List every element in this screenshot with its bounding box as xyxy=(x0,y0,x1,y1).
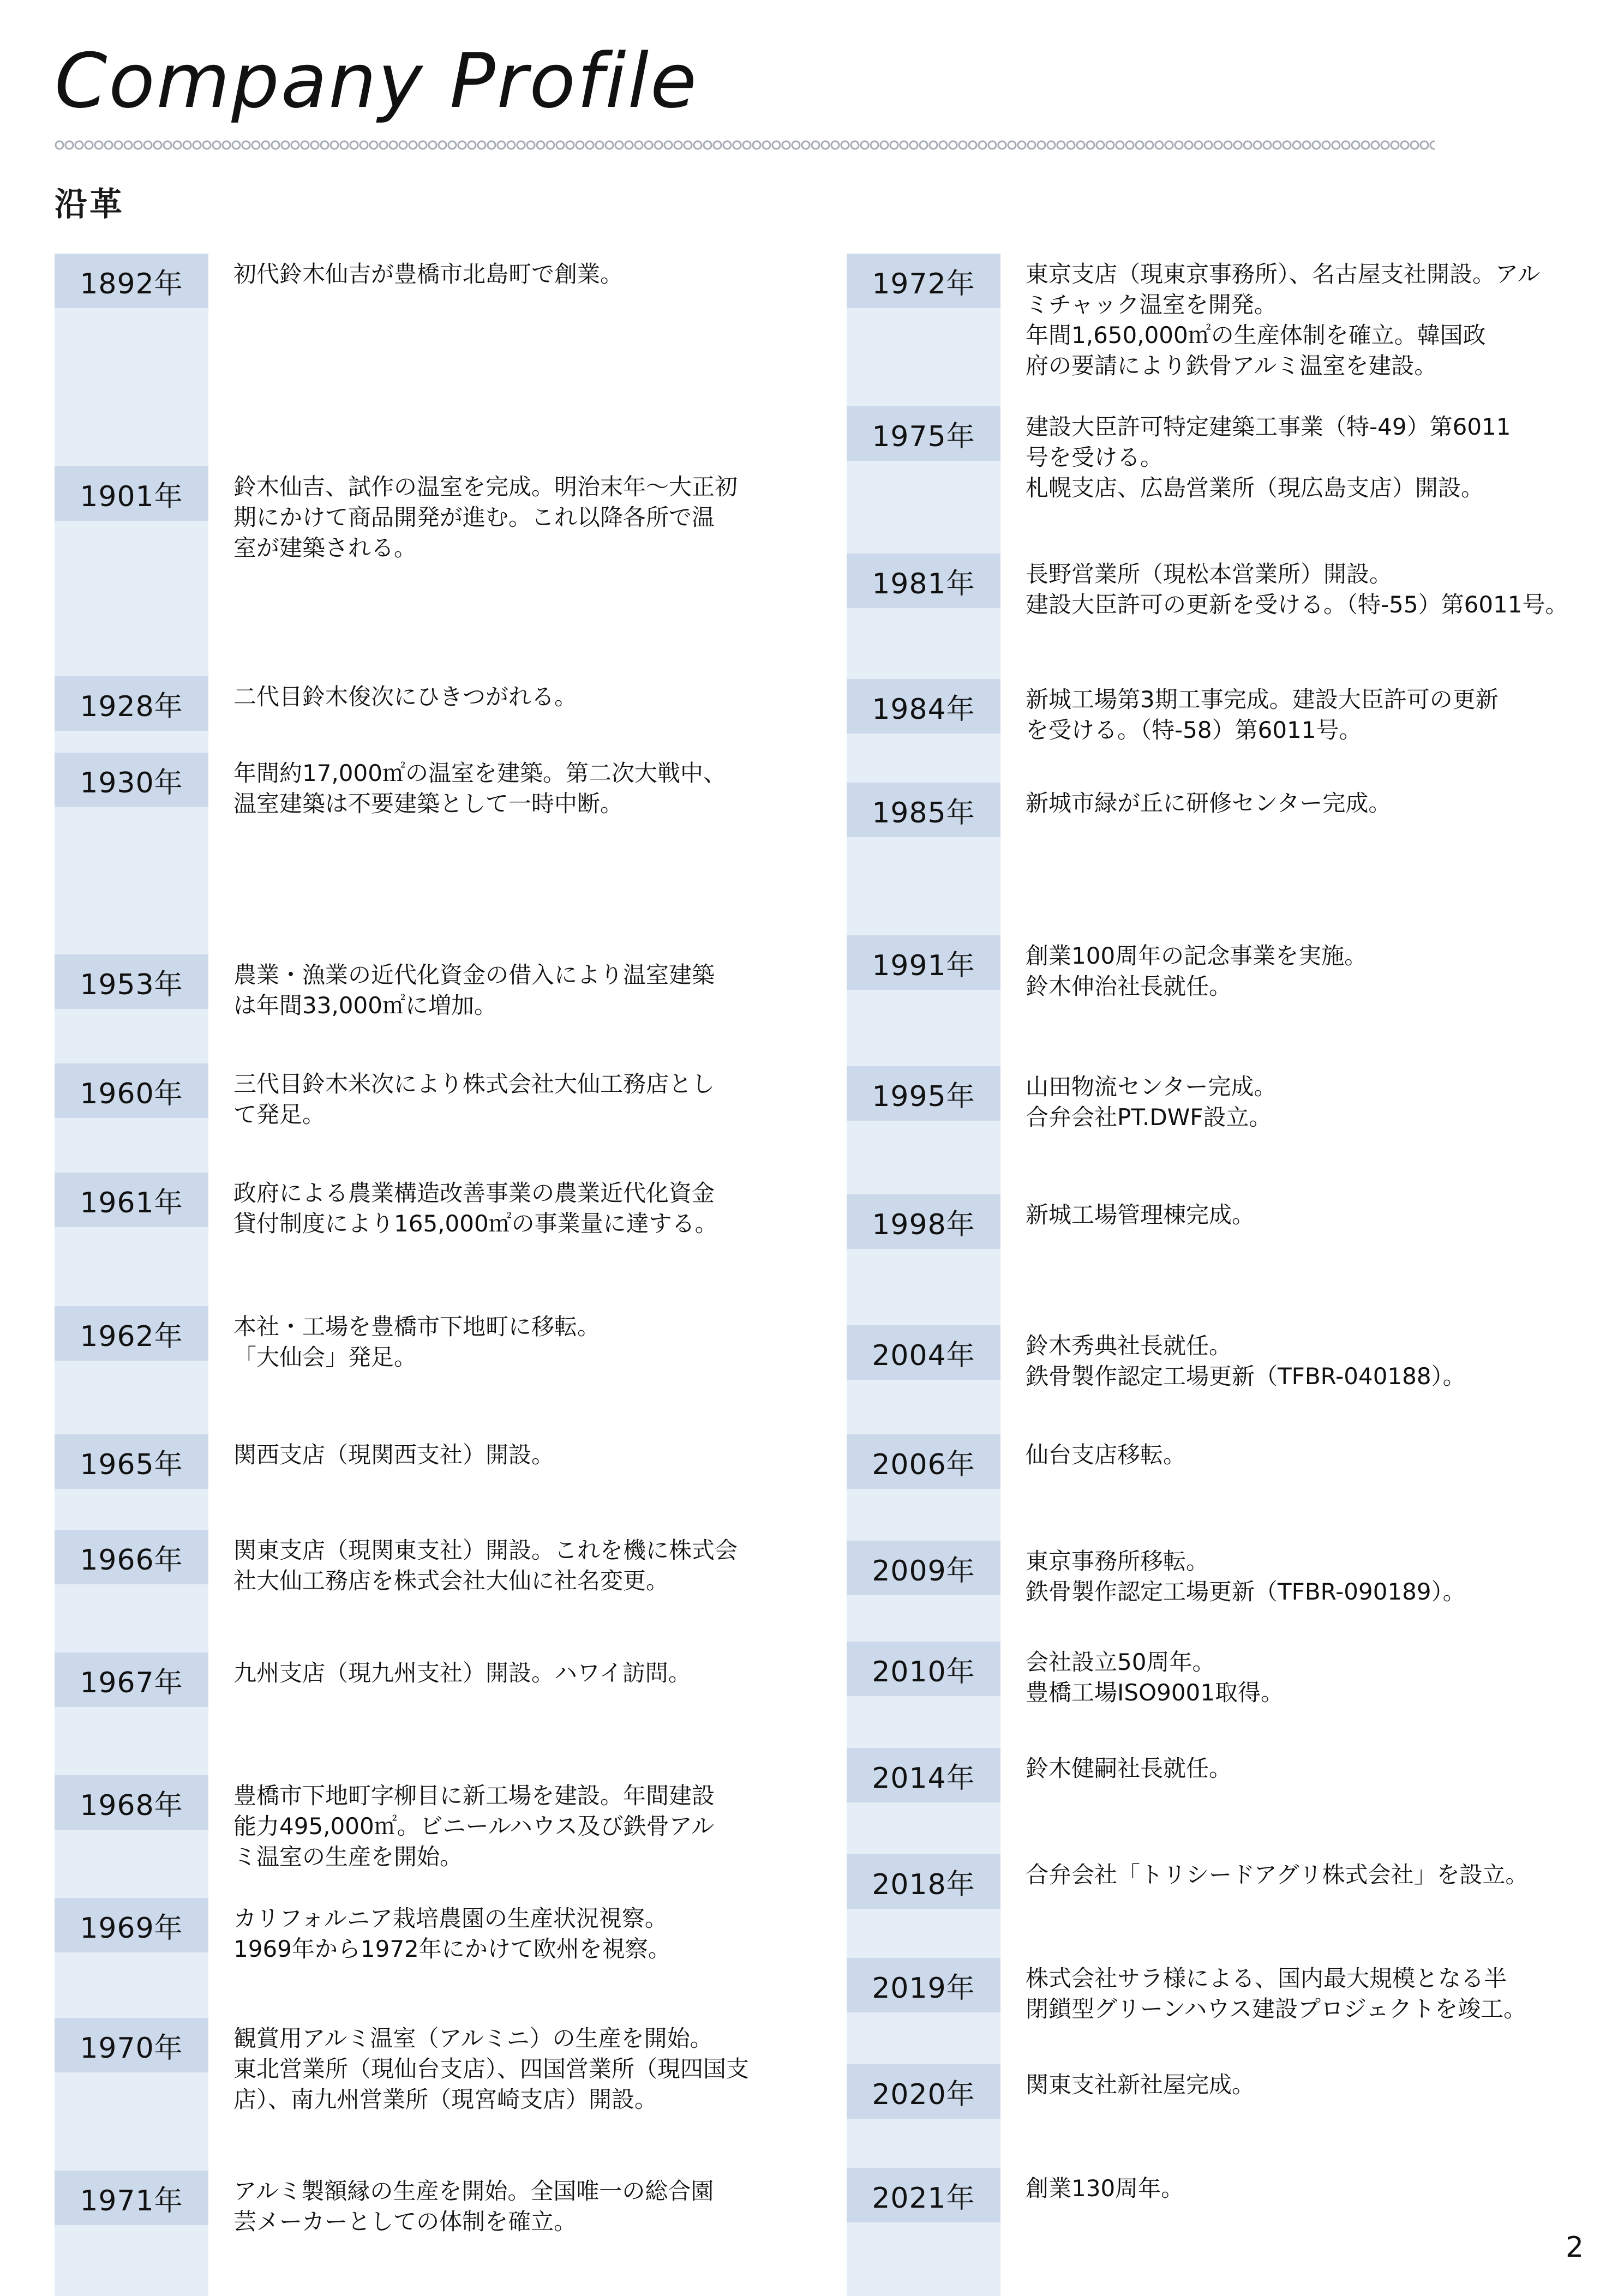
history-entry: 東京事務所移転。 鉄骨製作認定工場更新（TFBR-090189）。 xyxy=(1026,1548,1466,1605)
history-entry: カリフォルニア栽培農園の生産状況視察。 1969年から1972年にかけて欧州を視察。 xyxy=(233,1905,671,1962)
history-year: 1967年 xyxy=(55,1652,208,1707)
history-entry: 年間約17,000㎡の温室を建築。第二次大戦中、 温室建築は不要建築として一時中断。 xyxy=(233,760,726,817)
history-year: 1901年 xyxy=(55,466,208,521)
history-year: 1984年 xyxy=(847,679,1000,734)
history-year: 1968年 xyxy=(55,1775,208,1830)
history-entry: 観賞用アルミ温室（アルミニ）の生産を開始。 東北営業所（現仙台支店）、四国営業所（現四国支 店）、南九州営業所（現宮崎支店）開設。 xyxy=(233,2025,750,2113)
history-entry: アルミ製額縁の生産を開始。全国唯一の総合園 芸メーカーとしての体制を確立。 xyxy=(233,2178,714,2235)
history-year: 1970年 xyxy=(55,2018,208,2072)
history-year: 2018年 xyxy=(847,1854,1000,1909)
history-entry: 創業130周年。 xyxy=(1026,2175,1184,2202)
history-entry: 山田物流センター完成。 合弁会社PT.DWF設立。 xyxy=(1026,1073,1277,1131)
history-entry: 政府による農業構造改善事業の農業近代化資金 貸付制度により165,000㎡の事業量に達する。 xyxy=(233,1180,718,1237)
history-year: 1971年 xyxy=(55,2171,208,2225)
history-year: 1981年 xyxy=(847,554,1000,608)
decorative-divider xyxy=(55,137,1435,153)
history-entry: 豊橋市下地町字柳目に新工場を建設。年間建設 能力495,000㎡。ビニールハウス及び鉄骨アル ミ温室の生産を開始。 xyxy=(233,1782,715,1870)
history-entry: 鈴木秀典社長就任。 鉄骨製作認定工場更新（TFBR-040188）。 xyxy=(1026,1332,1466,1390)
history-year: 1962年 xyxy=(55,1306,208,1361)
history-year: 1961年 xyxy=(55,1173,208,1227)
history-year: 1975年 xyxy=(847,406,1000,461)
history-entry: 新城工場管理棟完成。 xyxy=(1026,1201,1255,1228)
history-entry: 会社設立50周年。 豊橋工場ISO9001取得。 xyxy=(1026,1649,1284,1706)
history-entry: 新城工場第3期工事完成。建設大臣許可の更新 を受ける。（特-58）第6011号。 xyxy=(1026,686,1499,743)
history-entry: 新城市緑が丘に研修センター完成。 xyxy=(1026,790,1392,816)
history-entry: 関西支店（現関西支社）開設。 xyxy=(233,1441,555,1468)
history-year: 2006年 xyxy=(847,1434,1000,1489)
section-heading: 沿革 xyxy=(55,185,124,224)
timeline-band-left xyxy=(55,254,208,2296)
history-year: 1969年 xyxy=(55,1898,208,1952)
history-year: 1928年 xyxy=(55,676,208,731)
history-year: 2010年 xyxy=(847,1642,1000,1696)
page-number: 2 xyxy=(1566,2231,1584,2264)
history-entry: 関東支店（現関東支社）開設。これを機に株式会 社大仙工務店を株式会社大仙に社名変更。 xyxy=(233,1537,738,1594)
history-year: 2021年 xyxy=(847,2168,1000,2222)
history-year: 2004年 xyxy=(847,1325,1000,1380)
history-entry: 長野営業所（現松本営業所）開設。 建設大臣許可の更新を受ける。（特-55）第6011号。 xyxy=(1026,561,1568,618)
history-entry: 合弁会社「トリシードアグリ株式会社」を設立。 xyxy=(1026,1861,1529,1888)
history-year: 1966年 xyxy=(55,1530,208,1584)
history-year: 1960年 xyxy=(55,1063,208,1118)
history-entry: 鈴木仙吉、試作の温室を完成。明治末年〜大正初 期にかけて商品開発が進む。これ以降各所で温 室が建築される。 xyxy=(233,473,738,561)
history-year: 1995年 xyxy=(847,1066,1000,1121)
history-year: 1972年 xyxy=(847,254,1000,308)
history-year: 1930年 xyxy=(55,753,208,807)
history-entry: 東京支店（現東京事務所）、名古屋支社開設。アル ミチャック温室を開発。 年間1,650,000㎡の生産体制を確立。韓国政 府の要請により鉄骨アルミ温室を建設。 xyxy=(1026,261,1541,379)
history-entry: 三代目鈴木米次により株式会社大仙工務店とし て発足。 xyxy=(233,1071,715,1128)
history-year: 1953年 xyxy=(55,954,208,1009)
history-entry: 九州支店（現九州支社）開設。ハワイ訪問。 xyxy=(233,1660,691,1686)
page-title: Company Profile xyxy=(55,37,698,125)
history-year: 1998年 xyxy=(847,1194,1000,1249)
history-entry: 本社・工場を豊橋市下地町に移転。 「大仙会」発足。 xyxy=(233,1313,601,1371)
history-entry: 仙台支店移転。 xyxy=(1026,1441,1186,1468)
history-year: 2014年 xyxy=(847,1748,1000,1802)
history-entry: 創業100周年の記念事業を実施。 鈴木伸治社長就任。 xyxy=(1026,942,1368,1000)
history-entry: 初代鈴木仙吉が豊橋市北島町で創業。 xyxy=(233,261,624,287)
history-year: 2020年 xyxy=(847,2064,1000,2119)
history-year: 1965年 xyxy=(55,1434,208,1489)
history-year: 2019年 xyxy=(847,1958,1000,2012)
history-year: 2009年 xyxy=(847,1541,1000,1595)
history-entry: 農業・漁業の近代化資金の借入により温室建築 は年間33,000㎡に増加。 xyxy=(233,961,715,1019)
history-entry: 株式会社サラ様による、国内最大規模となる半 閉鎖型グリーンハウス建設プロジェクトを竣工。 xyxy=(1026,1965,1527,2022)
history-year: 1985年 xyxy=(847,783,1000,837)
history-year: 1892年 xyxy=(55,254,208,308)
history-entry: 二代目鈴木俊次にひきつがれる。 xyxy=(233,683,578,710)
history-entry: 建設大臣許可特定建築工事業（特-49）第6011 号を受ける。 札幌支店、広島営業所（現広島支店）開設。 xyxy=(1026,413,1511,501)
history-entry: 関東支社新社屋完成。 xyxy=(1026,2071,1255,2098)
history-entry: 鈴木健嗣社長就任。 xyxy=(1026,1755,1232,1782)
history-year: 1991年 xyxy=(847,935,1000,990)
